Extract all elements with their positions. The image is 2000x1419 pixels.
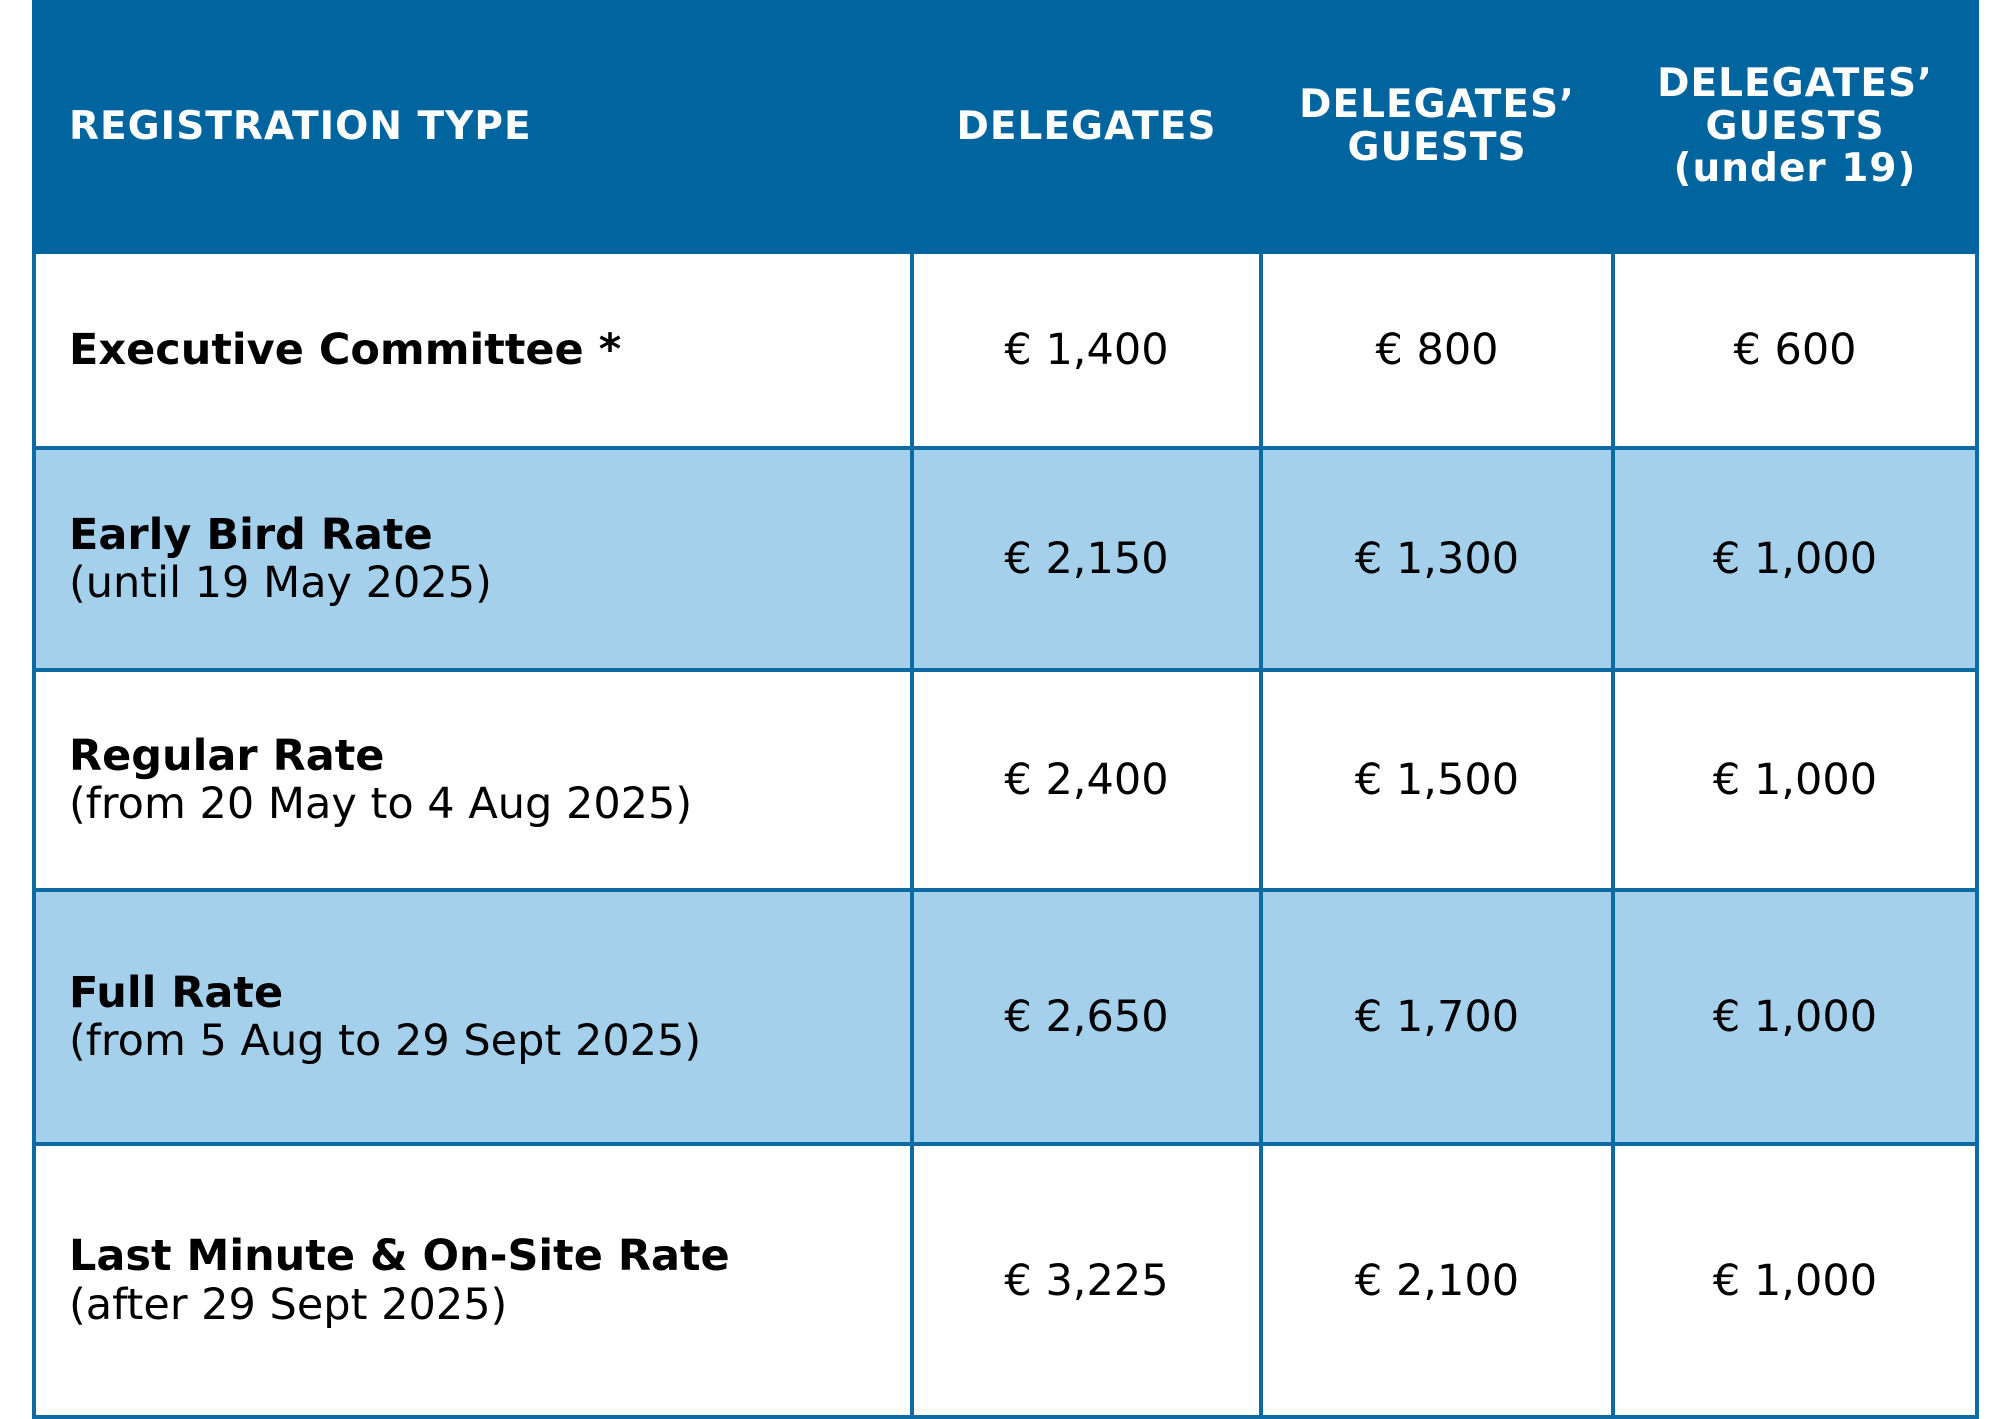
delegates-price: € 2,650 xyxy=(912,890,1261,1144)
table-row-regular xyxy=(34,670,1977,890)
header-guests-line2: GUESTS xyxy=(1347,125,1527,170)
header-under19-line2: GUESTS xyxy=(1705,103,1885,149)
registration-type-cell xyxy=(34,670,912,890)
table-row-early-bird xyxy=(34,448,1977,670)
table-row-last-minute xyxy=(34,1144,1977,1417)
header-registration-type-label: REGISTRATION TYPE xyxy=(69,103,532,149)
guests-price: € 800 xyxy=(1261,252,1613,448)
header-delegates-guests xyxy=(1261,2,1613,252)
guests-price: € 1,300 xyxy=(1261,448,1613,670)
registration-type-cell xyxy=(34,448,912,670)
delegates-price: € 2,150 xyxy=(912,448,1261,670)
header-registration-type xyxy=(34,2,912,252)
guests-under-19-price: € 1,000 xyxy=(1613,448,1977,670)
guests-under-19-price: € 1,000 xyxy=(1613,890,1977,1144)
guests-under-19-price: € 1,000 xyxy=(1613,1144,1977,1417)
registration-type-period: (from 20 May to 4 Aug 2025) xyxy=(69,779,693,829)
guests-under-19-price: € 1,000 xyxy=(1613,670,1977,890)
registration-type-period: (after 29 Sept 2025) xyxy=(69,1279,508,1330)
registration-type-cell xyxy=(34,252,912,448)
registration-type-name: Full Rate xyxy=(69,967,284,1018)
registration-type-period: (from 5 Aug to 29 Sept 2025) xyxy=(69,1016,702,1066)
header-guests-line1: DELEGATES’ xyxy=(1299,82,1575,128)
header-delegates xyxy=(912,2,1261,252)
registration-type-name: Early Bird Rate xyxy=(69,509,433,560)
delegates-price: € 1,400 xyxy=(912,252,1261,448)
header-delegates-guests-under-19 xyxy=(1613,2,1977,252)
registration-rates-table xyxy=(32,0,1979,1419)
table-header-row xyxy=(34,2,1977,252)
header-under19-line1: DELEGATES’ xyxy=(1657,60,1933,106)
registration-type-name: Last Minute & On-Site Rate xyxy=(69,1231,730,1282)
guests-price: € 1,700 xyxy=(1261,890,1613,1144)
registration-type-name: Executive Committee * xyxy=(69,324,622,375)
table-row-full-rate xyxy=(34,890,1977,1144)
header-delegates-label: DELEGATES xyxy=(956,103,1217,149)
delegates-price: € 3,225 xyxy=(912,1144,1261,1417)
registration-type-cell xyxy=(34,1144,912,1417)
table-row-executive-committee xyxy=(34,252,1977,448)
header-under19-line3: (under 19) xyxy=(1673,146,1917,192)
guests-price: € 1,500 xyxy=(1261,670,1613,890)
guests-price: € 2,100 xyxy=(1261,1144,1613,1417)
delegates-price: € 2,400 xyxy=(912,670,1261,890)
registration-type-period: (until 19 May 2025) xyxy=(69,558,492,608)
guests-under-19-price: € 600 xyxy=(1613,252,1977,448)
registration-type-cell xyxy=(34,890,912,1144)
registration-type-name: Regular Rate xyxy=(69,730,385,781)
